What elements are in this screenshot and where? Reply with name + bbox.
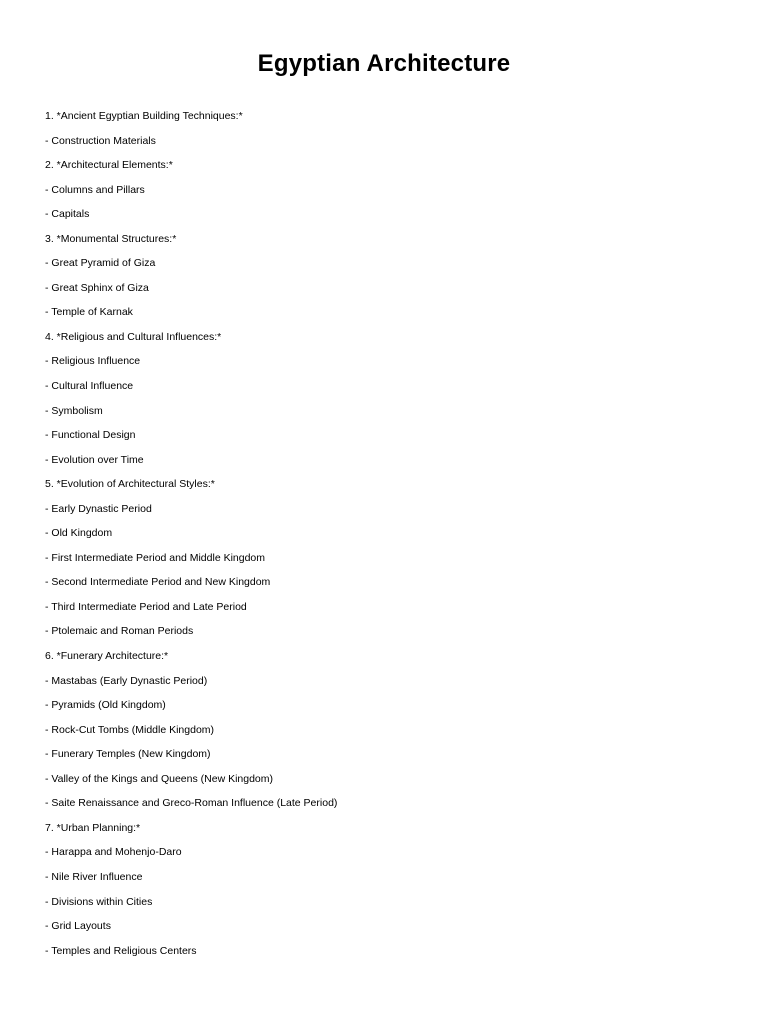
outline-item: - Divisions within Cities [45,895,153,908]
outline-item: - Valley of the Kings and Queens (New Kingdom) [45,772,274,785]
outline-item: - Temples and Religious Centers [45,944,197,957]
outline-item: - Old Kingdom [45,527,113,540]
outline-heading: 5. *Evolution of Architectural Styles:* [45,478,215,491]
outline-item: - Capitals [45,208,90,221]
outline-item: - Religious Influence [45,355,141,368]
outline-item: - Columns and Pillars [45,183,145,196]
outline-heading: 2. *Architectural Elements:* [45,159,173,172]
outline-heading: 7. *Urban Planning:* [45,821,141,834]
outline-item: - Third Intermediate Period and Late Period [45,600,247,613]
outline-item: - Second Intermediate Period and New Kingdom [45,576,271,589]
outline-item: - Grid Layouts [45,920,111,933]
outline-item: - Temple of Karnak [45,306,133,319]
outline-heading: 6. *Funerary Architecture:* [45,650,169,663]
outline-item: - Harappa and Mohenjo-Daro [45,846,182,859]
outline-heading: 4. *Religious and Cultural Influences:* [45,330,222,343]
outline-item: - Saite Renaissance and Greco-Roman Influence (Late Period) [45,797,338,810]
outline-item: - Cultural Influence [45,380,134,393]
outline-item: - Construction Materials [45,134,156,147]
outline-item: - Funerary Temples (New Kingdom) [45,748,211,761]
outline-item: - Great Sphinx of Giza [45,281,149,294]
outline-item: - First Intermediate Period and Middle Kingdom [45,551,266,564]
outline-item: - Mastabas (Early Dynastic Period) [45,674,208,687]
outline-item: - Rock-Cut Tombs (Middle Kingdom) [45,723,215,736]
outline-list [45,106,337,965]
outline-item: - Great Pyramid of Giza [45,257,156,270]
outline-heading: 3. *Monumental Structures:* [45,232,177,245]
outline-item: - Symbolism [45,404,103,417]
outline-heading: 1. *Ancient Egyptian Building Techniques:* [45,110,243,122]
outline-item: - Evolution over Time [45,453,144,466]
outline-item: - Functional Design [45,429,136,442]
outline-item: - Early Dynastic Period [45,502,152,515]
outline-item: - Pyramids (Old Kingdom) [45,699,166,712]
outline-item: - Nile River Influence [45,870,143,883]
document-title: Egyptian Architecture [257,50,511,77]
outline-item: - Ptolemaic and Roman Periods [45,625,194,638]
